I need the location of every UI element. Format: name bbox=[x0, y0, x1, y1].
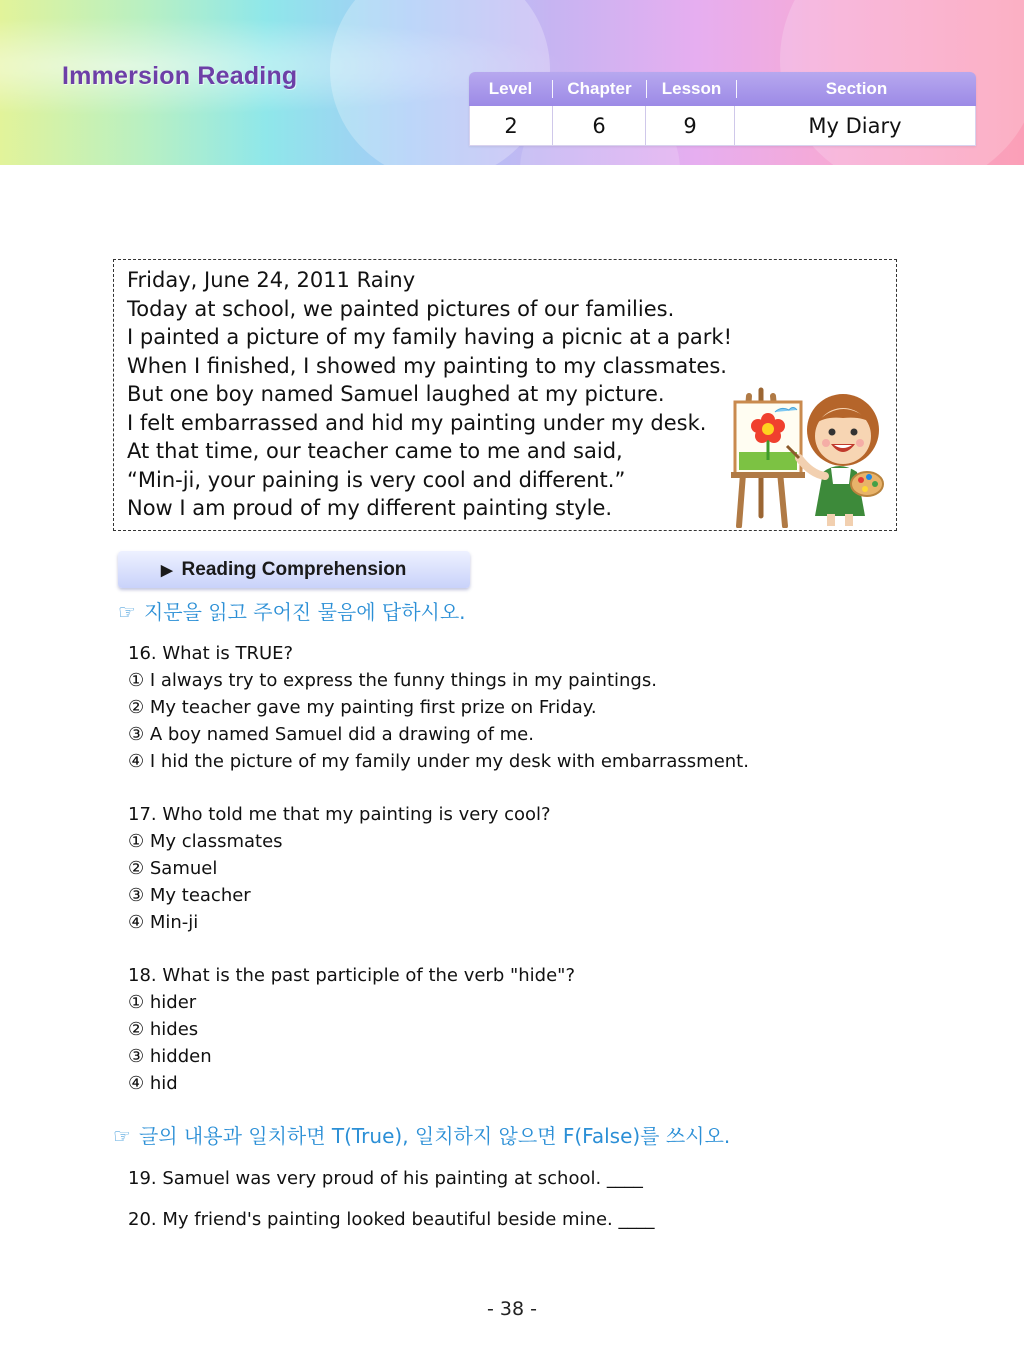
passage-line: I felt embarrassed and hid my painting under my desk. bbox=[127, 410, 707, 435]
answer-option: ① My classmates bbox=[128, 831, 283, 852]
answer-option: ③ hidden bbox=[128, 1046, 212, 1067]
column-section: Section bbox=[825, 79, 888, 98]
value-section: My Diary bbox=[808, 113, 902, 138]
column-level: Level bbox=[488, 79, 533, 98]
question-stem: 18. What is the past participle of the verb "hide"? bbox=[128, 965, 576, 986]
instruction-answer-questions bbox=[118, 596, 466, 625]
value-chapter: 6 bbox=[553, 106, 646, 145]
instruction-text: 지문을 읽고 주어진 물음에 답하시오. bbox=[143, 600, 466, 624]
answer-option: ② Samuel bbox=[128, 858, 218, 879]
header-banner bbox=[0, 0, 1024, 165]
answer-option: ② My teacher gave my painting first prize on Friday. bbox=[128, 697, 597, 718]
passage-line: Today at school, we painted pictures of our families. bbox=[127, 296, 675, 321]
pointing-hand-icon: ☞ bbox=[113, 1124, 131, 1148]
question-17 bbox=[128, 801, 551, 936]
lesson-info-header bbox=[469, 72, 976, 106]
question-16 bbox=[128, 640, 749, 775]
reading-comprehension-label: Reading Comprehension bbox=[181, 558, 407, 580]
answer-option: ③ A boy named Samuel did a drawing of me. bbox=[128, 724, 534, 745]
instruction-true-false bbox=[113, 1120, 730, 1149]
lesson-info-values bbox=[469, 106, 976, 146]
answer-option: ② hides bbox=[128, 1019, 199, 1040]
answer-option: ① I always try to express the funny things in my paintings. bbox=[128, 670, 657, 691]
instruction-text: 글의 내용과 일치하면 T(True), 일치하지 않으면 F(False)를 쓰시오. bbox=[138, 1124, 731, 1148]
question-stem: 17. Who told me that my painting is very cool? bbox=[128, 804, 551, 825]
triangle-right-icon: ▶ bbox=[161, 561, 173, 579]
brand-title: Immersion Reading bbox=[62, 62, 298, 90]
question-18 bbox=[128, 962, 575, 1097]
reading-comprehension-tab bbox=[118, 551, 470, 588]
question-19: 19. Samuel was very proud of his painting at school. ____ bbox=[128, 1168, 643, 1189]
answer-option: ④ hid bbox=[128, 1073, 178, 1094]
passage-line: When I finished, I showed my painting to my classmates. bbox=[127, 353, 727, 378]
value-lesson: 9 bbox=[646, 106, 735, 145]
lesson-info-table bbox=[469, 72, 976, 146]
passage-line: “Min-ji, your paining is very cool and different.” bbox=[127, 467, 626, 492]
answer-option: ① hider bbox=[128, 992, 197, 1013]
answer-option: ④ Min-ji bbox=[128, 912, 199, 933]
passage-line: At that time, our teacher came to me and said, bbox=[127, 439, 623, 463]
column-lesson: Lesson bbox=[661, 79, 722, 98]
column-chapter: Chapter bbox=[567, 79, 632, 98]
passage-line: I painted a picture of my family having a picnic at a park! bbox=[127, 325, 733, 349]
page-number: - 38 - bbox=[487, 1298, 537, 1320]
value-level: 2 bbox=[470, 106, 553, 145]
pointing-hand-icon: ☞ bbox=[118, 600, 136, 624]
answer-option: ③ My teacher bbox=[128, 885, 251, 906]
passage-line: Friday, June 24, 2011 Rainy bbox=[127, 268, 416, 292]
question-20: 20. My friend's painting looked beautiful beside mine. ____ bbox=[128, 1209, 655, 1230]
question-stem: 16. What is TRUE? bbox=[128, 643, 294, 664]
passage-line: Now I am proud of my different painting style. bbox=[127, 496, 613, 520]
girl-painting-at-easel-icon bbox=[727, 376, 887, 528]
answer-option: ④ I hid the picture of my family under my desk with embarrassment. bbox=[128, 751, 749, 772]
passage-line: But one boy named Samuel laughed at my picture. bbox=[127, 382, 665, 406]
